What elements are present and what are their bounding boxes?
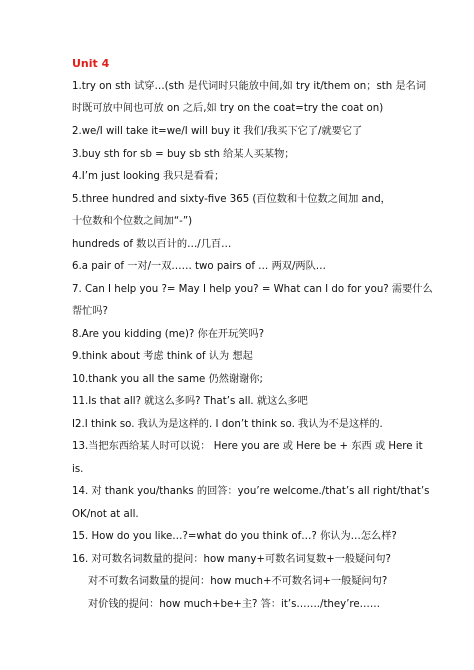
text-line: 9.think about 考虑 think of 认为 想起	[72, 351, 253, 362]
text-line: 5.three hundred and sixty-five 365 (百位数和十位数之间加 and，	[72, 194, 391, 205]
text-line: 7. Can I help you ?= May I help you? = What can I do for you? 需要什么	[72, 284, 433, 295]
text-line: 十位数和个位数之间加“-”)	[72, 216, 193, 227]
text-line: 13.当把东西给某人时可以说： Here you are 或 Here be + 东西 或 Here it	[72, 441, 423, 452]
text-line: 14. 对 thank you/thanks 的回答：you’re welcome./that’s all right/that’s	[72, 486, 430, 497]
text-line: 10.thank you all the same 仍然谢谢你;	[72, 374, 263, 385]
text-line: OK/not at all.	[72, 509, 139, 520]
text-line: 2.we/I will take it=we/I will buy it 我们/我买下它了/就要它了	[72, 126, 363, 137]
text-line: 16. 对可数名词数量的提问：how many+可数名词复数+一般疑问句?	[72, 554, 391, 565]
text-line: hundreds of 数以百计的…/几百…	[72, 239, 232, 250]
text-line: 3.buy sth for sb = buy sb sth 给某人买某物；	[72, 149, 295, 160]
unit-title: Unit 4	[72, 57, 110, 70]
text-line: 11.Is that all? 就这么多吗? That’s all. 就这么多吧	[72, 396, 308, 407]
text-line: 6.a pair of 一对/一双…… two pairs of … 两双/两队…	[72, 261, 326, 272]
text-line: 对不可数名词数量的提问：how much+不可数名词+一般疑问句?	[88, 576, 388, 587]
text-line: 时既可放中间也可放 on 之后,如 try on the coat=try the coat on)	[72, 103, 384, 114]
text-line: 4.I’m just looking 我只是看看；	[72, 171, 225, 182]
text-line: 对价钱的提问：how much+be+主? 答：it’s……./they’re……	[88, 599, 381, 610]
text-line: 帮忙吗?	[72, 306, 108, 317]
text-line: 8.Are you kidding (me)? 你在开玩笑吗?	[72, 329, 265, 340]
text-line: 1.try on sth 试穿…(sth 是代词时只能放中间,如 try it/them on；sth 是名词	[72, 81, 427, 92]
text-line: is.	[72, 464, 84, 475]
text-line: 15. How do you like…?=what do you think of…? 你认为…怎么样?	[72, 531, 397, 542]
text-line: I2.I think so. 我认为是这样的. I don’t think so. 我认为不是这样的.	[72, 419, 383, 430]
